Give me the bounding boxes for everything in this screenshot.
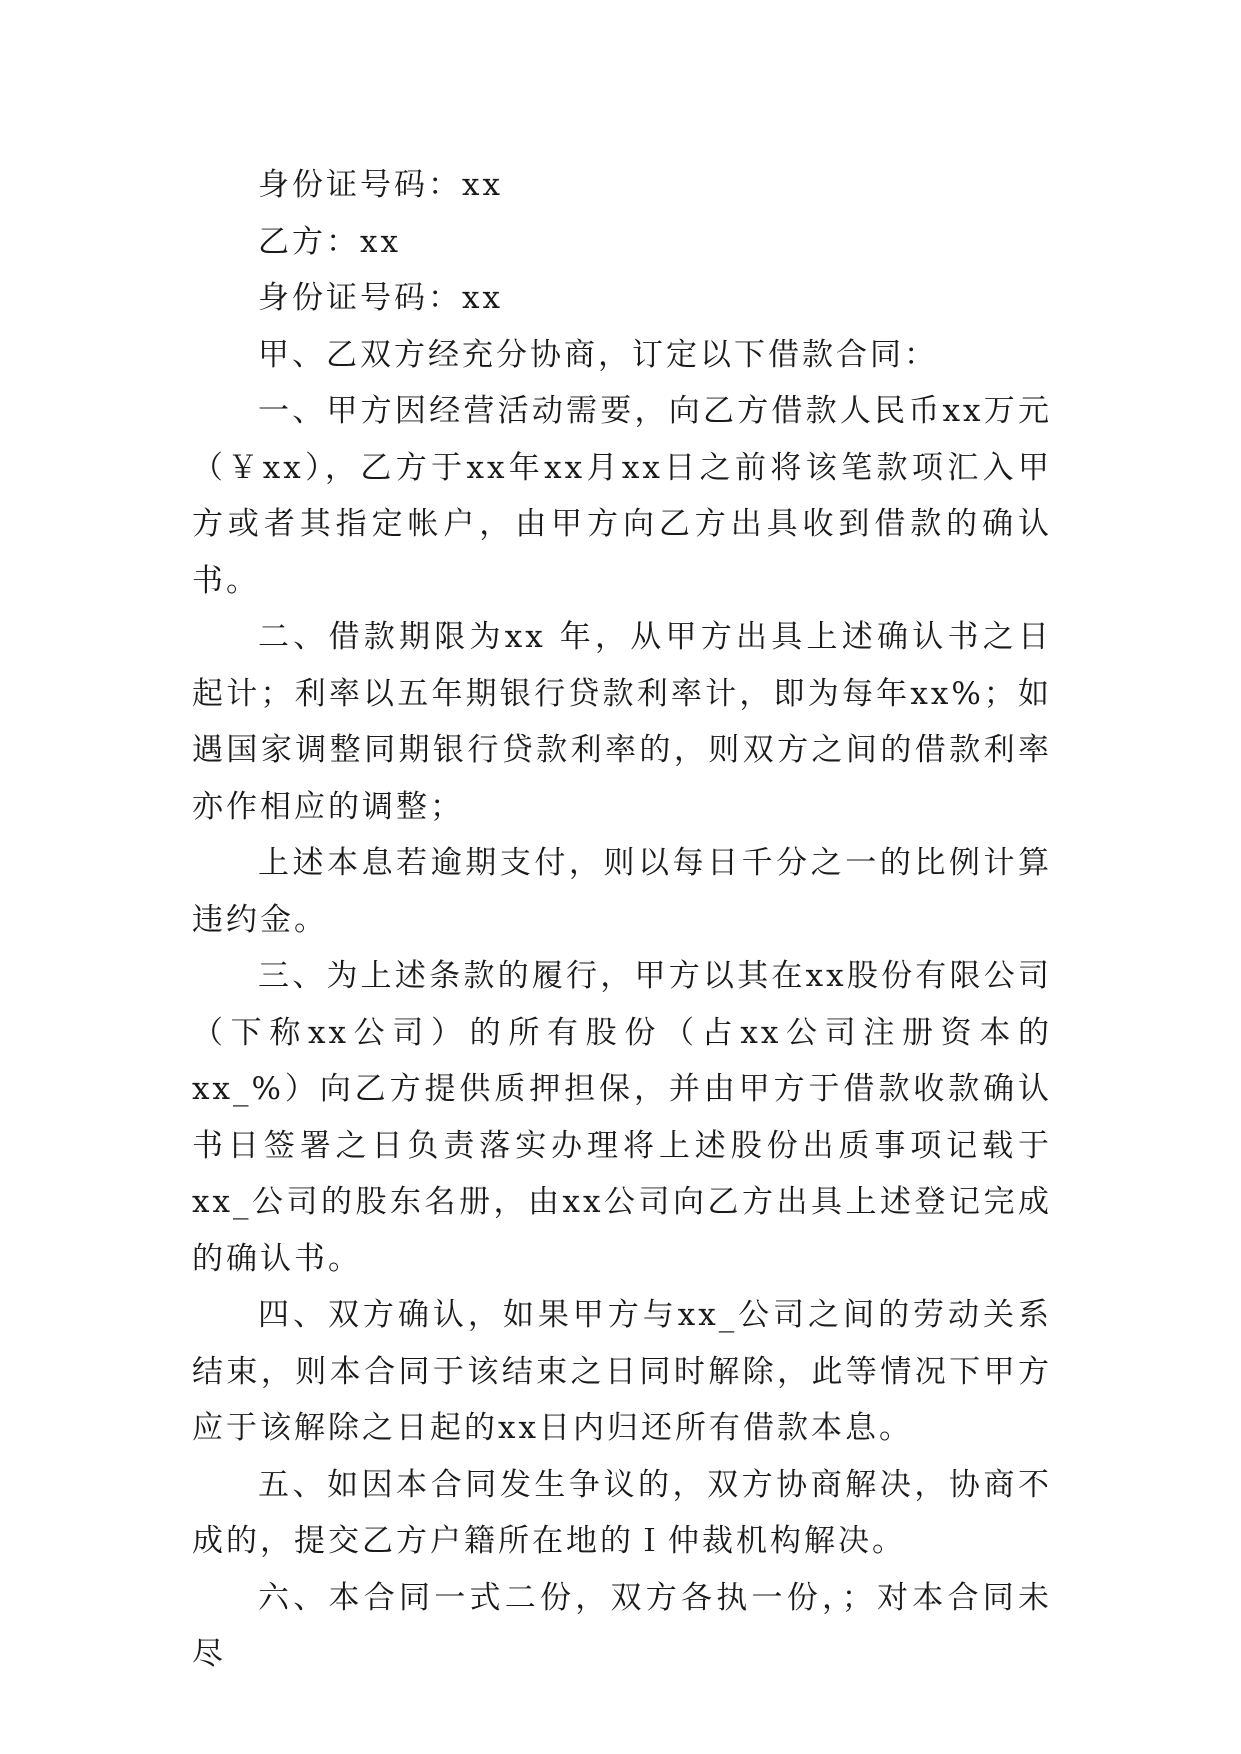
contract-body [192, 157, 1052, 1683]
clause-6: 六、本合同一式二份，双方各执一份，；对本合同未尽 [192, 1579, 1052, 1672]
clause-3: 三、为上述条款的履行，甲方以其在xx股份有限公司（下称xx公司）的所有股份（占xx公司注册资本的xx_%）向乙方提供质押担保，并由甲方于借款收款确认书日签署之日负责落实办理将上述股份出质事项记载于xx_公司的股东名册，由xx公司向乙方出具上述登记完成的确认书。 [192, 958, 1052, 1277]
clause-2-penalty: 上述本息若逾期支付，则以每日千分之一的比例计算违约金。 [192, 845, 1052, 938]
clause-5: 五、如因本合同发生争议的，双方协商解决，协商不成的，提交乙方户籍所在地的Ｉ仲裁机构解决。 [192, 1466, 1052, 1559]
clause-1: 一、甲方因经营活动需要，向乙方借款人民币xx万元（￥xx），乙方于xx年xx月xx日之前将该笔款项汇入甲方或者其指定帐户，由甲方向乙方出具收到借款的确认书。 [192, 393, 1052, 599]
clause-4: 四、双方确认，如果甲方与xx_公司之间的劳动关系结束，则本合同于该结束之日同时解除，此等情况下甲方应于该解除之日起的xx日内归还所有借款本息。 [192, 1297, 1052, 1446]
party-b-line: 乙方：xx [258, 223, 401, 260]
party-a-id-line: 身份证号码：xx [258, 167, 503, 203]
clause-2: 二、借款期限为xx 年，从甲方出具上述确认书之日起计；利率以五年期银行贷款利率计，即为每年xx%；如遇国家调整同期银行贷款利率的，则双方之间的借款利率亦作相应的调整； [192, 619, 1052, 825]
party-b-id-line: 身份证号码：xx [258, 280, 503, 316]
intro-paragraph: 甲、乙双方经充分协商，订定以下借款合同： [258, 336, 938, 373]
